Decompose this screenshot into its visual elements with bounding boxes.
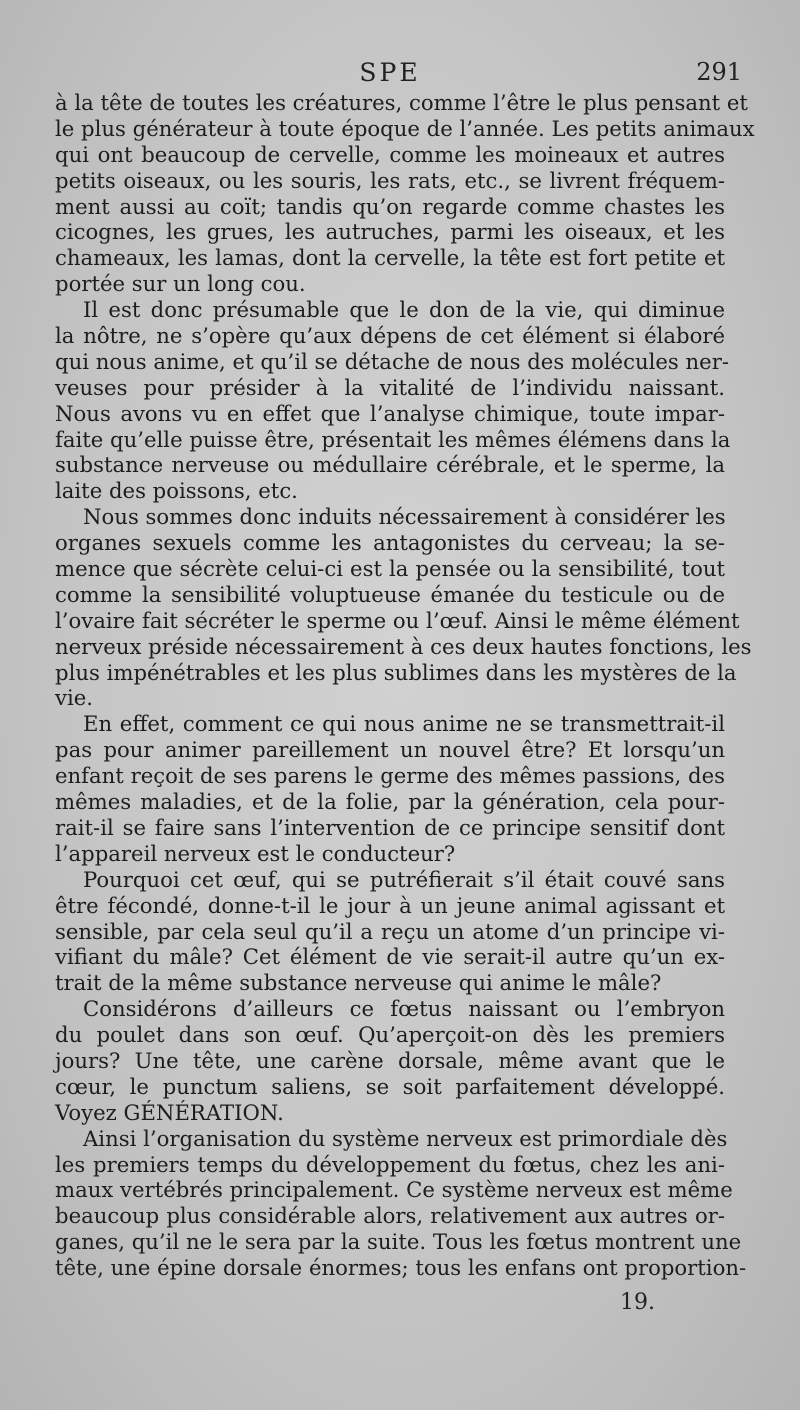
text-line: les premiers temps du développement du fœtus, chez les ani- (55, 1151, 725, 1177)
text-line: l’appareil nerveux est le conducteur? (55, 840, 456, 866)
cross-reference: Voyez GÉNÉRATION. (55, 1099, 284, 1125)
text-line: organes sexuels comme les antagonistes du cerveau; la se- (55, 530, 725, 556)
paragraph-start: Considérons d’ailleurs ce fœtus naissant ou l’embryon (83, 996, 725, 1022)
page-number: 291 (696, 58, 742, 86)
text-line: portée sur un long cou. (55, 271, 306, 297)
paragraph-start: Il est donc présumable que le don de la vie, qui diminue (83, 297, 725, 323)
paragraph-start: Nous sommes donc induits nécessairement à considérer les (83, 504, 726, 530)
text-line: à la tête de toutes les créatures, comme l’être le plus pensant et (55, 90, 748, 115)
text-line: mence que sécrète celui-ci est la pensée ou la sensibilité, tout (55, 556, 725, 582)
text-line: jours? Une tête, une carène dorsale, même avant que le (55, 1047, 725, 1073)
text-line: laite des poissons, etc. (55, 478, 298, 504)
text-line: le plus générateur à toute époque de l’année. Les petits animaux (55, 115, 755, 141)
text-line: substance nerveuse ou médullaire cérébrale, et le sperme, la (55, 452, 725, 478)
paragraph-start: Ainsi l’organisation du système nerveux est primordiale dès (83, 1125, 728, 1151)
text-line: tête, une épine dorsale énormes; tous les enfans ont proportion- (55, 1255, 747, 1281)
text-line: chameaux, les lamas, dont la cervelle, la tête est fort petite et (55, 245, 725, 271)
signature-mark: 19. (620, 1290, 655, 1315)
paragraph-start: En effet, comment ce qui nous anime ne se transmettrait-il (83, 711, 725, 737)
text-line: plus impénétrables et les plus sublimes dans les mystères de la (55, 659, 737, 685)
text-line: nerveux préside nécessairement à ces deux hautes fonctions, les (55, 633, 752, 659)
text-line: veuses pour présider à la vitalité de l’individu naissant. (55, 374, 725, 400)
text-line: mêmes maladies, et de la folie, par la génération, cela pour- (55, 789, 725, 815)
text-line: pas pour animer pareillement un nouvel être? Et lorsqu’un (55, 737, 725, 763)
text-line: l’ovaire fait sécréter le sperme ou l’œuf. Ainsi le même élément (55, 607, 740, 633)
text-line: qui nous anime, et qu’il se détache de nous des molécules ner- (55, 348, 729, 374)
running-head (0, 58, 800, 94)
text-line: beaucoup plus considérable alors, relativement aux autres or- (55, 1203, 725, 1229)
text-line: vie. (55, 685, 94, 711)
text-line: vifiant du mâle? Cet élément de vie serait-il autre qu’un ex- (55, 944, 725, 970)
text-line: du poulet dans son œuf. Qu’aperçoit-on dès les premiers (55, 1022, 725, 1048)
text-line: rait-il se faire sans l’intervention de ce principe sensitif dont (55, 814, 725, 840)
text-line: comme la sensibilité voluptueuse émanée du testicule ou de (55, 581, 725, 607)
text-line: faite qu’elle puisse être, présentait les mêmes élémens dans la (55, 426, 731, 452)
text-line: maux vertébrés principalement. Ce système nerveux est même (55, 1177, 733, 1203)
text-line: sensible, par cela seul qu’il a reçu un atome d’un principe vi- (55, 918, 725, 944)
running-title: SPE (359, 58, 421, 87)
text-line: petits oiseaux, ou les souris, les rats, etc., se livrent fréquem- (55, 167, 725, 193)
text-line: ment aussi au coït; tandis qu’on regarde comme chastes les (55, 193, 725, 219)
text-line: ganes, qu’il ne le sera par la suite. Tous les fœtus montrent une (55, 1229, 742, 1255)
text-line: la nôtre, ne s’opère qu’aux dépens de cet élément si élaboré (55, 323, 725, 349)
paragraph-start: Pourquoi cet œuf, qui se putréfierait s’il était couvé sans (83, 866, 725, 892)
text-line: qui ont beaucoup de cervelle, comme les moineaux et autres (55, 141, 725, 167)
text-line: enfant reçoit de ses parens le germe des mêmes passions, des (55, 763, 725, 789)
text-line: être fécondé, donne-t-il le jour à un jeune animal agissant et (55, 892, 725, 918)
text-line: cœur, le punctum saliens, se soit parfaitement développé. (55, 1073, 725, 1099)
body-text (55, 90, 755, 1281)
text-line: Nous avons vu en effet que l’analyse chimique, toute impar- (55, 400, 725, 426)
text-line: cicognes, les grues, les autruches, parmi les oiseaux, et les (55, 219, 725, 245)
text-line: trait de la même substance nerveuse qui anime le mâle? (55, 970, 662, 996)
